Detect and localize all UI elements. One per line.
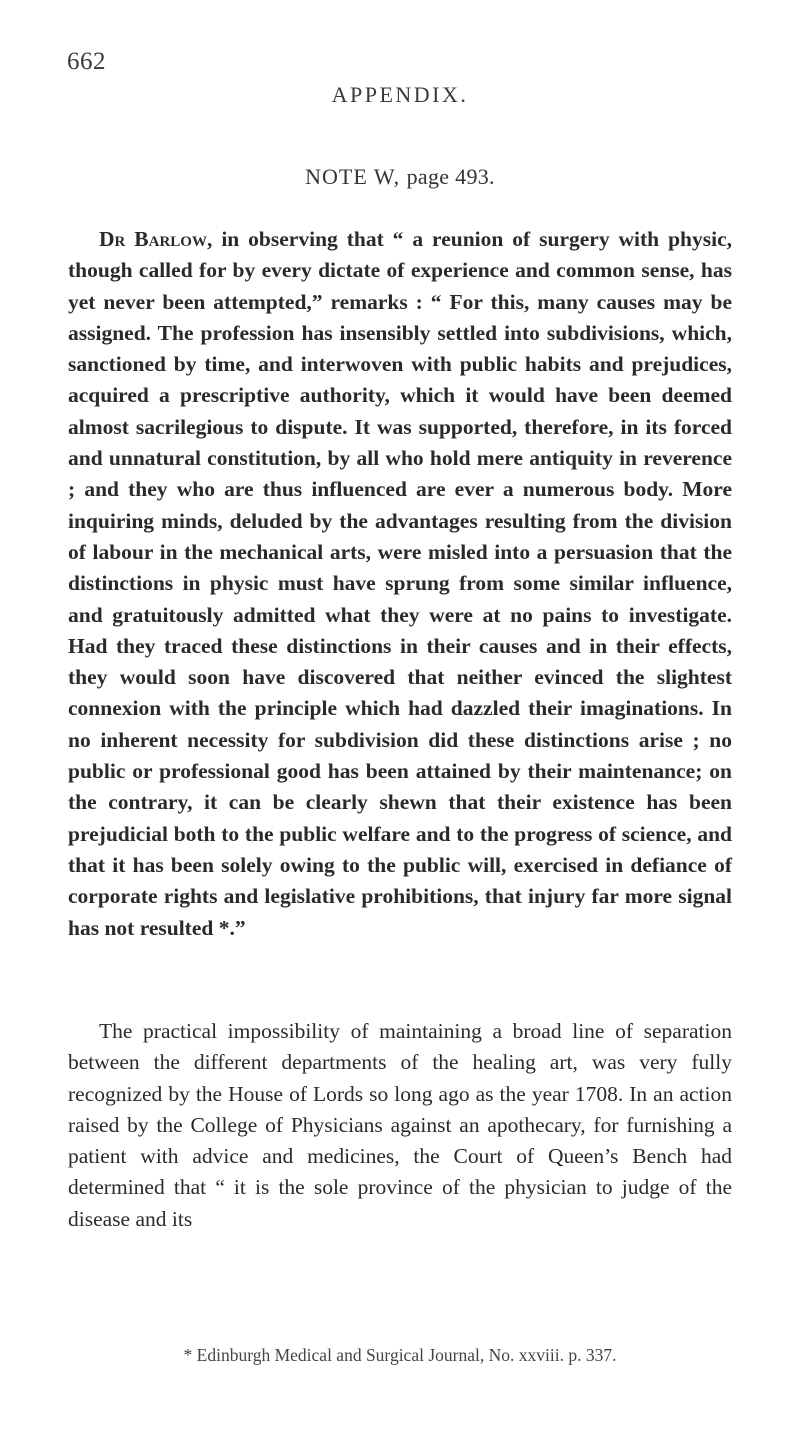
paragraph-2 [68,1016,732,1235]
author-name: Dr Barlow, [99,227,213,251]
footnote: * Edinburgh Medical and Surgical Journal, No. xxviii. p. 337. [183,1345,617,1365]
paragraph-1 [68,224,732,944]
page-number: 662 [67,48,106,75]
paragraph-2-text: The practical impossibility of maintaining a broad line of separation between the different departments of the healing art, was very fully recognized by the House of Lords so long ago as the year 1708. In an action raised by the College of Physicians against an apothecary, for furnishing a patient with advice and medicines, the Court of Queen’s Bench had determined that “ it is the sole province of the physician to judge of the disease and its [68,1019,732,1231]
running-head: APPENDIX. [331,82,469,107]
paragraph-1-text: in observing that “ a reunion of surgery with physic, though called for by every dictate of experience and common sense, has yet never been attempted,” remarks : “ For this, many causes may be assigned. The profession has insensibly settled into subdivisions, which, sanctioned by time, and interwoven with public habits and prejudices, acquired a prescriptive authority, which it would have been deemed almost sacrilegious to dispute. It was supported, therefore, in its forced and unnatural constitution, by all who hold mere antiquity in reverence ; and they who are thus influenced are ever a numerous body. More inquiring minds, deluded by the advantages resulting from the division of labour in the mechanical arts, were misled into a persuasion that the distinctions in physic must have sprung from some similar influence, and gratuitously admitted what they were at no pains to investigate. Had they traced these distinctions in their causes and in their effects, they would soon have discovered that neither evinced the slightest connexion with the principle which had dazzled their imaginations. In no inherent necessity for subdivision did these distinctions arise ; no public or professional good has been attained by their maintenance; on the contrary, it can be clearly shewn that their existence has been prejudicial both to the public welfare and to the progress of science, and that it has been solely owing to the public will, exercised in defiance of corporate rights and legislative prohibitions, that injury far more signal has not resulted *.” [68,227,733,940]
note-page-reference: page 493. [406,164,495,189]
note-heading [0,164,800,190]
note-title: NOTE W, [305,164,401,189]
